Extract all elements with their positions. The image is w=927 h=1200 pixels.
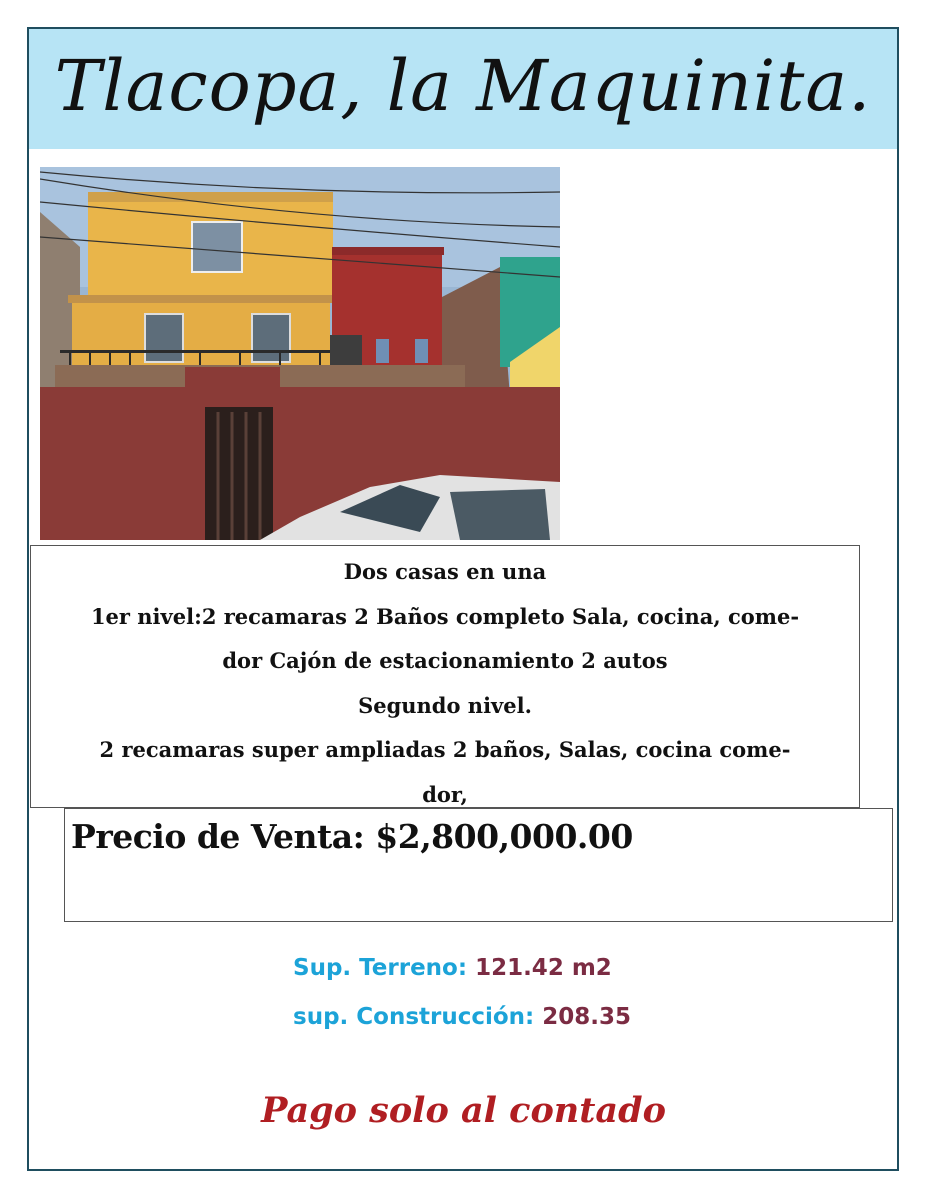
description-line: Segundo nivel. bbox=[358, 692, 532, 718]
description-line: 1er nivel:2 recamaras 2 Baños completo Sala, cocina, come- bbox=[90, 603, 800, 629]
price-box bbox=[64, 808, 893, 922]
page-title: Tlacopa, la Maquinita. bbox=[54, 45, 872, 127]
description-box bbox=[30, 545, 860, 808]
land-surface-value: 121.42 m2 bbox=[475, 955, 612, 981]
construction-surface-value: 208.35 bbox=[542, 1004, 632, 1030]
payment-note: Pago solo al contado bbox=[261, 1090, 666, 1131]
price-value: $2,800,000.00 bbox=[375, 817, 633, 856]
construction-surface bbox=[293, 1004, 631, 1030]
land-surface bbox=[293, 955, 612, 981]
description-line: Dos casas en una bbox=[343, 559, 547, 584]
house-photo bbox=[40, 167, 560, 540]
price-label: Precio de Venta: bbox=[71, 817, 365, 856]
price-line bbox=[71, 817, 633, 856]
land-surface-label: Sup. Terreno: bbox=[293, 955, 468, 981]
description-line: dor, bbox=[422, 781, 468, 807]
description-line: dor Cajón de estacionamiento 2 autos bbox=[222, 648, 668, 673]
description-line: 2 recamaras super ampliadas 2 baños, Salas, cocina come- bbox=[99, 737, 791, 762]
construction-surface-label: sup. Construcción: bbox=[293, 1004, 535, 1030]
